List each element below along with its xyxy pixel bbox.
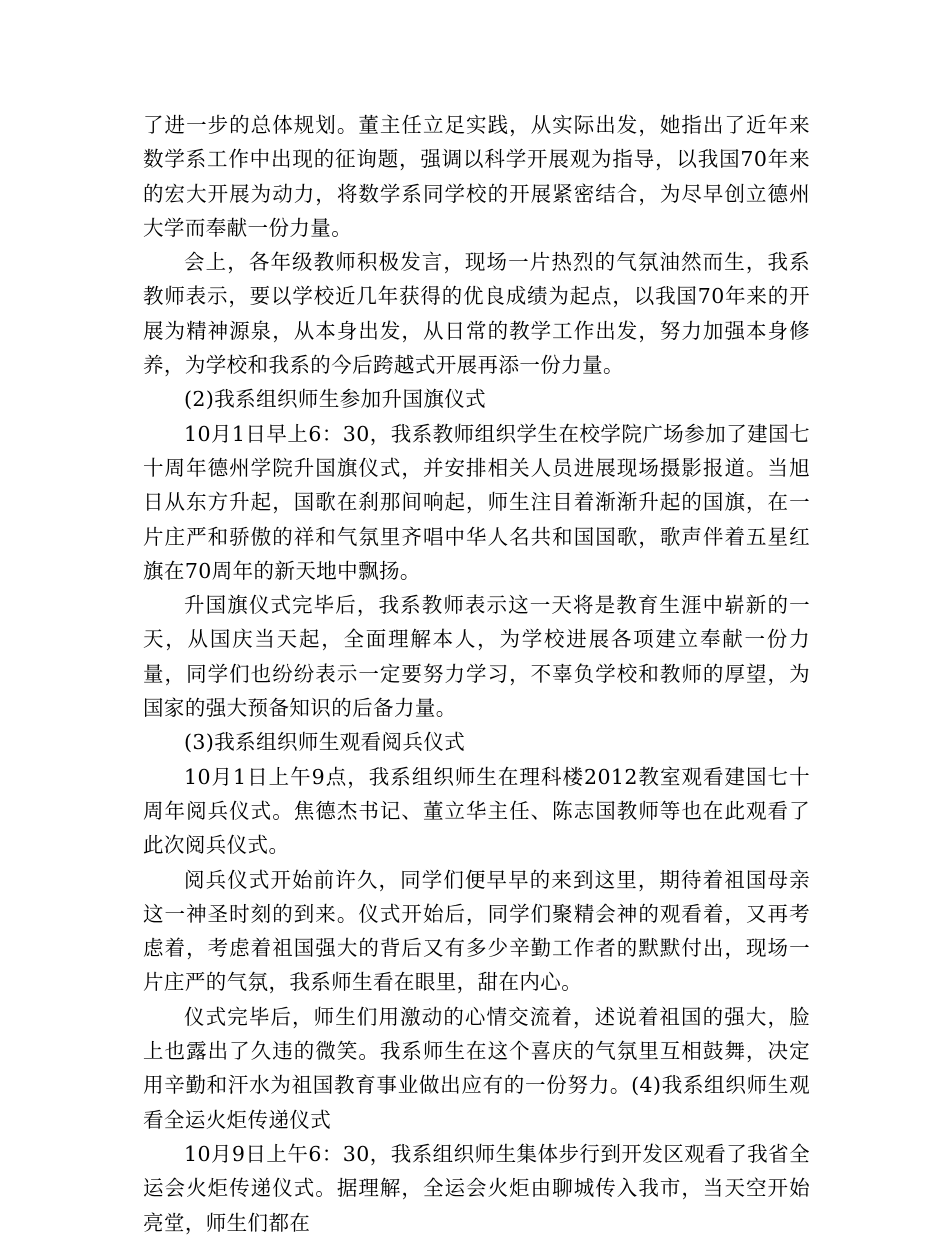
paragraph-10: 10月9日上午6：30，我系组织师生集体步行到开发区观看了我省全运会火炬传递仪式。据理解，全运会火炬由聊城传入我市，当天空开始亮堂，师生们都在 [143, 1141, 810, 1235]
section-heading-parade: (3)我系组织师生观看阅兵仪式 [184, 730, 466, 755]
section-heading-flag-raising: (2)我系组织师生参加升国旗仪式 [184, 387, 487, 412]
paragraph-2: 会上，各年级教师积极发言，现场一片热烈的气氛油然而生，我系教师表示，要以学校近几年获得的优良成绩为起点，以我国70年来的开展为精神源泉，从本身出发，从日常的教学工作出发，努力加强本身修养，为学校和我系的今后跨越式开展再添一份力量。 [143, 250, 810, 378]
paragraph-7: 10月1日上午9点，我系组织师生在理科楼2012教室观看建国七十周年阅兵仪式。焦德杰书记、董立华主任、陈志国教师等也在此观看了此次阅兵仪式。 [143, 764, 810, 858]
paragraph-9: 仪式完毕后，师生们用激动的心情交流着，述说着祖国的强大，脸上也露出了久违的微笑。我系师生在这个喜庆的气氛里互相鼓舞，决定用辛勤和汗水为祖国教育事业做出应有的一份努力。(4)我系组织师生观看全运火炬传递仪式 [143, 1004, 810, 1132]
paragraph-8: 阅兵仪式开始前许久，同学们便早早的来到这里，期待着祖国母亲这一神圣时刻的到来。仪式开始后，同学们聚精会神的观看着，又再考虑着，考虑着祖国强大的背后又有多少辛勤工作者的默默付出，现场一片庄严的气氛，我系师生看在眼里，甜在内心。 [143, 867, 810, 995]
paragraph-4: 10月1日早上6：30，我系教师组织学生在校学院广场参加了建国七十周年德州学院升国旗仪式，并安排相关人员进展现场摄影报道。当旭日从东方升起，国歌在刹那间响起，师生注目着渐渐升起的国旗，在一片庄严和骄傲的祥和气氛里齐唱中华人名共和国国歌，歌声伴着五星红旗在70周年的新天地中飘扬。 [143, 421, 810, 583]
paragraph-5: 升国旗仪式完毕后，我系教师表示这一天将是教育生涯中崭新的一天，从国庆当天起，全面理解本人，为学校进展各项建立奉献一份力量，同学们也纷纷表示一定要努力学习，不辜负学校和教师的厚望，为国家的强大预备知识的后备力量。 [143, 593, 810, 721]
paragraph-1: 了进一步的总体规划。董主任立足实践，从实际出发，她指出了近年来数学系工作中出现的征询题，强调以科学开展观为指导，以我国70年来的宏大开展为动力，将数学系同学校的开展紧密结合，为尽早创立德州大学而奉献一份力量。 [143, 113, 810, 240]
